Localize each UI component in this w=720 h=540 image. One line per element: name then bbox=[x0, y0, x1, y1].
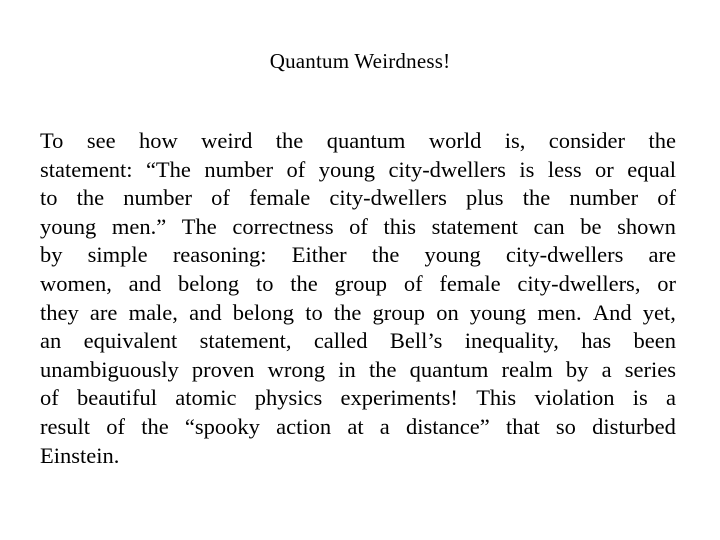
word: quantum bbox=[326, 128, 406, 153]
word: is bbox=[632, 385, 648, 411]
word: young bbox=[40, 213, 97, 239]
word: an bbox=[40, 328, 62, 354]
word: This bbox=[476, 385, 517, 411]
word: weird bbox=[201, 128, 253, 153]
word: a bbox=[379, 413, 390, 439]
word: by bbox=[565, 356, 589, 382]
word: statement bbox=[431, 213, 518, 239]
paragraph-line bbox=[40, 413, 676, 442]
paragraph-line bbox=[40, 356, 676, 385]
word: to bbox=[40, 185, 58, 211]
word: result bbox=[40, 413, 90, 439]
word: city-dwellers bbox=[388, 156, 506, 182]
word: “The bbox=[145, 156, 191, 182]
word: city-dwellers, bbox=[517, 270, 641, 296]
word: of bbox=[106, 413, 125, 439]
word: distance” bbox=[406, 413, 490, 439]
word: young bbox=[318, 156, 375, 182]
word: the bbox=[76, 185, 105, 211]
word: correctness bbox=[232, 213, 334, 239]
word: proven bbox=[191, 356, 255, 382]
word: consider bbox=[548, 128, 626, 153]
word: group bbox=[334, 270, 388, 296]
word: shown bbox=[617, 213, 676, 239]
word: been bbox=[633, 328, 676, 354]
word: of bbox=[286, 156, 306, 182]
word: Bell’s bbox=[389, 328, 443, 354]
word: reasoning: bbox=[172, 242, 267, 268]
word: the bbox=[371, 242, 400, 268]
word: Einstein. bbox=[40, 442, 120, 468]
word: on bbox=[436, 299, 459, 325]
word: the bbox=[368, 356, 397, 382]
word: The bbox=[181, 213, 217, 239]
word: group bbox=[372, 299, 426, 325]
word: yet, bbox=[642, 299, 676, 325]
word: world bbox=[428, 128, 482, 153]
word: beautiful bbox=[77, 385, 157, 411]
word: number bbox=[123, 185, 193, 211]
paragraph-line bbox=[40, 184, 676, 213]
paragraph-line bbox=[40, 299, 676, 328]
word: disturbed bbox=[592, 413, 676, 439]
word: violation bbox=[534, 385, 615, 411]
word: city-dwellers bbox=[329, 185, 447, 211]
word: And bbox=[592, 299, 632, 325]
word: experiments! bbox=[340, 385, 458, 411]
word: inequality, bbox=[464, 328, 559, 354]
word: unambiguously bbox=[40, 356, 179, 382]
word: men.” bbox=[111, 213, 167, 239]
word: by bbox=[40, 242, 63, 268]
word: statement: bbox=[40, 156, 133, 182]
paragraph-line bbox=[40, 241, 676, 270]
word: series bbox=[624, 356, 676, 382]
word: of bbox=[657, 185, 676, 211]
word: to bbox=[305, 299, 323, 325]
paragraph-line bbox=[40, 127, 676, 156]
word: are bbox=[89, 299, 118, 325]
word: city-dwellers bbox=[505, 242, 624, 268]
word: less bbox=[547, 156, 582, 182]
word: simple bbox=[87, 242, 148, 268]
word: of bbox=[40, 385, 59, 411]
word: wrong bbox=[267, 356, 326, 382]
word: in bbox=[338, 356, 356, 382]
word: To bbox=[40, 128, 64, 153]
word: equivalent bbox=[83, 328, 178, 354]
word: statement, bbox=[199, 328, 292, 354]
paragraph-line bbox=[40, 213, 676, 242]
word: how bbox=[138, 128, 178, 153]
word: physics bbox=[254, 385, 323, 411]
word: and bbox=[128, 270, 162, 296]
word: female bbox=[249, 185, 311, 211]
word: a bbox=[601, 356, 612, 382]
slide-title: Quantum Weirdness! bbox=[269, 49, 451, 73]
word: male, bbox=[128, 299, 178, 325]
word: or bbox=[595, 156, 614, 182]
word: equal bbox=[627, 156, 676, 182]
word: of bbox=[211, 185, 230, 211]
word: this bbox=[383, 213, 417, 239]
word: the bbox=[333, 299, 362, 325]
word: they bbox=[40, 299, 79, 325]
word: called bbox=[313, 328, 368, 354]
word: realm bbox=[501, 356, 553, 382]
word: belong bbox=[232, 299, 295, 325]
paragraph-line bbox=[40, 270, 676, 299]
word: belong bbox=[177, 270, 240, 296]
word: be bbox=[580, 213, 602, 239]
word: is, bbox=[504, 128, 526, 153]
word: are bbox=[648, 242, 676, 268]
word: is bbox=[519, 156, 535, 182]
word: the bbox=[290, 270, 318, 296]
word: number bbox=[204, 156, 274, 182]
word: female bbox=[439, 270, 501, 296]
word: the bbox=[141, 413, 169, 439]
word: plus bbox=[466, 185, 504, 211]
word: atomic bbox=[175, 385, 237, 411]
paragraph-line bbox=[40, 384, 676, 413]
paragraph-line bbox=[40, 442, 676, 471]
word: young bbox=[469, 299, 527, 325]
word: the bbox=[648, 128, 676, 153]
paragraph-line bbox=[40, 327, 676, 356]
word: has bbox=[581, 328, 612, 354]
word: the bbox=[275, 128, 304, 153]
word: Either bbox=[291, 242, 347, 268]
word: or bbox=[657, 270, 676, 296]
paragraph-line bbox=[40, 156, 676, 185]
word: can bbox=[533, 213, 565, 239]
body-paragraph bbox=[40, 127, 676, 470]
word: to bbox=[255, 270, 274, 296]
word: see bbox=[86, 128, 116, 153]
word: that bbox=[505, 413, 540, 439]
word: at bbox=[347, 413, 364, 439]
word: quantum bbox=[409, 356, 489, 382]
word: and bbox=[189, 299, 222, 325]
word: of bbox=[349, 213, 368, 239]
word: of bbox=[403, 270, 423, 296]
word: men. bbox=[537, 299, 582, 325]
word: young bbox=[424, 242, 481, 268]
word: action bbox=[276, 413, 332, 439]
word: so bbox=[555, 413, 576, 439]
word: “spooky bbox=[184, 413, 260, 439]
word: number bbox=[569, 185, 639, 211]
word: a bbox=[665, 385, 676, 411]
word: the bbox=[522, 185, 551, 211]
word: women, bbox=[40, 270, 112, 296]
